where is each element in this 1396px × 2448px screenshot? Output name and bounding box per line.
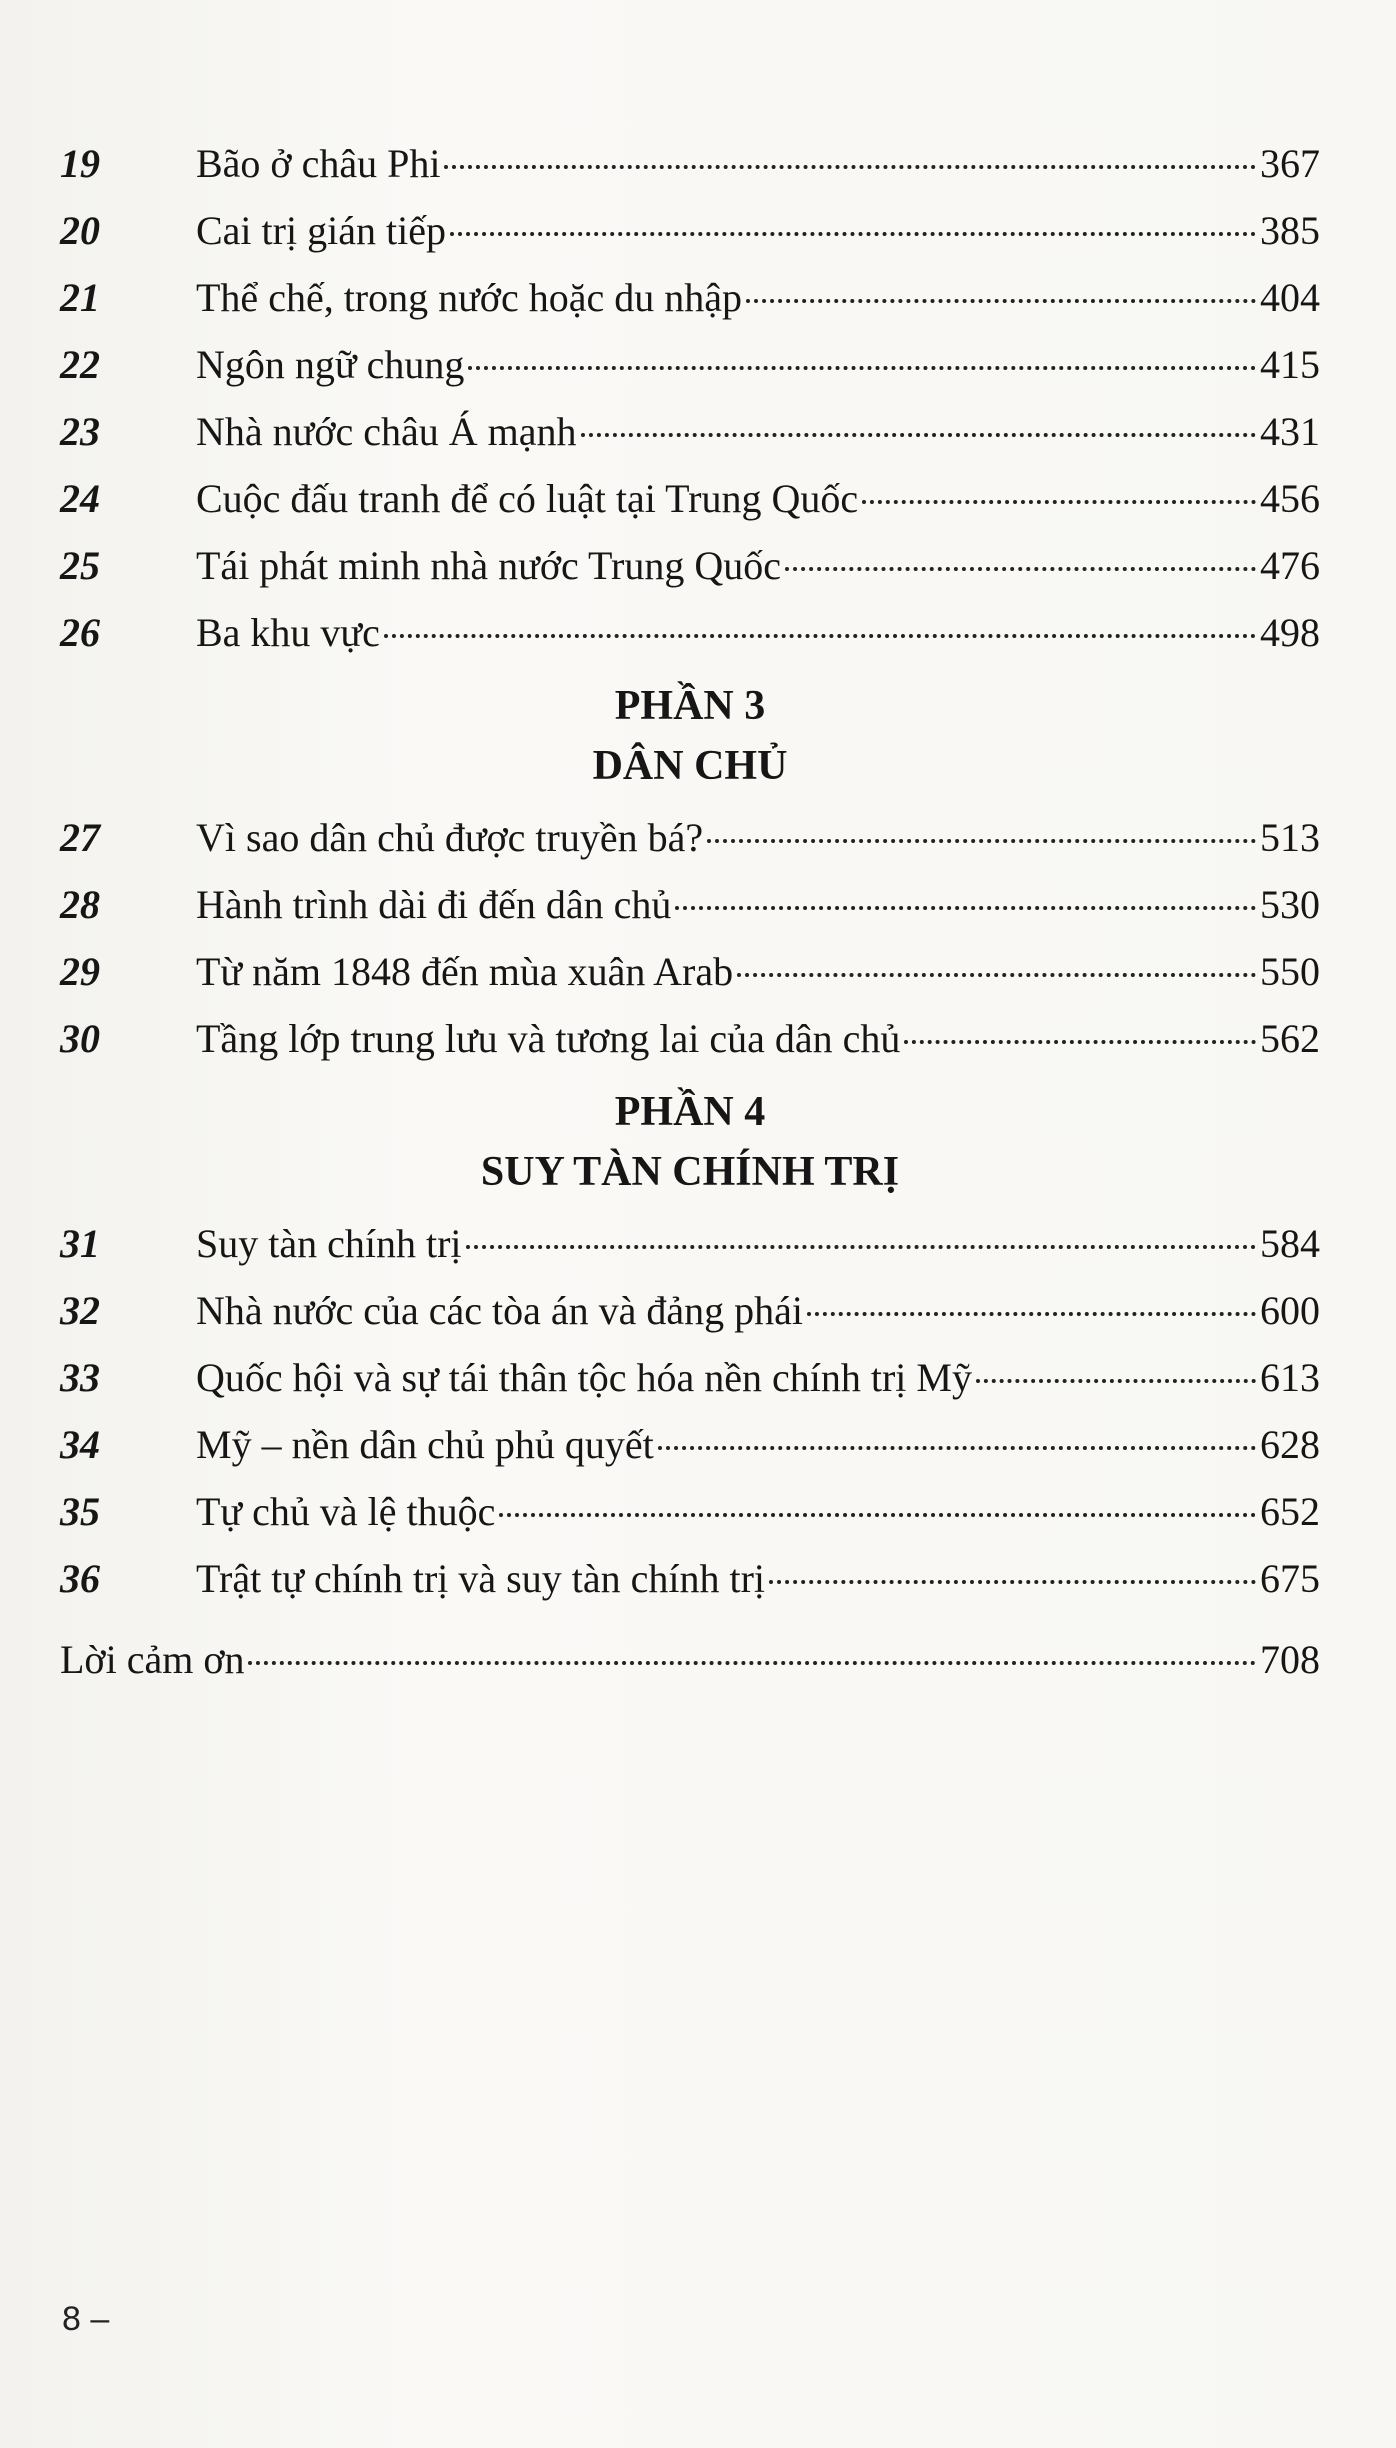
dot-leader [248, 1661, 1256, 1665]
chapter-number: 31 [60, 1221, 100, 1266]
chapter-title: Mỹ – nền dân chủ phủ quyết [196, 1422, 654, 1467]
chapter-number: 33 [60, 1355, 100, 1400]
dot-leader [444, 165, 1256, 169]
chapter-number: 35 [60, 1489, 100, 1534]
chapter-title: Từ năm 1848 đến mùa xuân Arab [196, 949, 734, 994]
chapter-number: 24 [60, 476, 100, 521]
chapter-title: Cai trị gián tiếp [196, 208, 446, 253]
chapter-page: 431 [1260, 409, 1320, 454]
dot-leader [466, 1245, 1256, 1249]
toc-entry [60, 871, 1320, 938]
chapter-title: Bão ở châu Phi [196, 141, 441, 186]
toc-entry [60, 1411, 1320, 1478]
chapter-number: 29 [60, 949, 100, 994]
chapter-page: 550 [1260, 949, 1320, 994]
dot-leader [746, 299, 1256, 303]
dot-leader [904, 1040, 1256, 1044]
chapter-title: Trật tự chính trị và suy tàn chính trị [196, 1556, 766, 1601]
chapter-page: 628 [1260, 1422, 1320, 1467]
part-name: SUY TÀN CHÍNH TRỊ [480, 1149, 900, 1195]
chapter-number: 27 [60, 815, 100, 860]
dot-leader [450, 232, 1256, 236]
chapter-page: 584 [1260, 1221, 1320, 1266]
chapter-page: 562 [1260, 1016, 1320, 1061]
dot-leader [384, 634, 1256, 638]
part-name: DÂN CHỦ [592, 743, 788, 789]
toc-entry [60, 331, 1320, 398]
chapter-number: 25 [60, 543, 100, 588]
chapter-page: 652 [1260, 1489, 1320, 1534]
chapter-page: 476 [1260, 543, 1320, 588]
chapter-number: 32 [60, 1288, 100, 1333]
chapter-page: 415 [1260, 342, 1320, 387]
toc-entry [60, 938, 1320, 1005]
dot-leader [675, 906, 1256, 910]
chapter-title: Hành trình dài đi đến dân chủ [196, 882, 672, 927]
dot-leader [658, 1446, 1256, 1450]
chapter-title: Thể chế, trong nước hoặc du nhập [196, 275, 742, 320]
toc-entry [60, 1277, 1320, 1344]
part2-tail-chapters [60, 130, 1320, 666]
chapter-page: 367 [1260, 141, 1320, 186]
chapter-page: 530 [1260, 882, 1320, 927]
chapter-page: 456 [1260, 476, 1320, 521]
part-label: PHẦN 3 [614, 683, 766, 729]
toc-entry [60, 599, 1320, 666]
chapter-page: 675 [1260, 1556, 1320, 1601]
chapter-title: Ngôn ngữ chung [196, 342, 465, 387]
dot-leader [581, 433, 1257, 437]
acknowledgements-title: Lời cảm ơn [60, 1637, 245, 1682]
dot-leader [807, 1312, 1256, 1316]
toc-entry [60, 1478, 1320, 1545]
dot-leader [468, 366, 1256, 370]
dot-leader [862, 500, 1256, 504]
chapter-page: 498 [1260, 610, 1320, 655]
acknowledgements-page: 708 [1260, 1637, 1320, 1682]
chapter-number: 22 [60, 342, 100, 387]
dot-leader [785, 567, 1256, 571]
dot-leader [707, 839, 1256, 843]
chapter-number: 19 [60, 141, 100, 186]
toc-entry [60, 532, 1320, 599]
part4-heading [60, 1082, 1320, 1202]
chapter-title: Ba khu vực [196, 610, 380, 655]
chapter-number: 26 [60, 610, 100, 655]
dot-leader [499, 1513, 1256, 1517]
part-label: PHẦN 4 [614, 1089, 766, 1135]
page-number-footer: 8 – [62, 2300, 110, 2338]
chapter-title: Suy tàn chính trị [196, 1221, 462, 1266]
part3-heading [60, 676, 1320, 796]
chapter-page: 600 [1260, 1288, 1320, 1333]
chapter-title: Nhà nước của các tòa án và đảng phái [196, 1288, 803, 1333]
toc-entry [60, 197, 1320, 264]
chapter-page: 513 [1260, 815, 1320, 860]
toc-entry [60, 1210, 1320, 1277]
toc-entry [60, 1005, 1320, 1072]
toc-entry-acknowledgements [60, 1626, 1320, 1693]
toc-entry [60, 1545, 1320, 1612]
chapter-title: Tái phát minh nhà nước Trung Quốc [196, 543, 781, 588]
chapter-number: 30 [60, 1016, 100, 1061]
chapter-number: 34 [60, 1422, 100, 1467]
table-of-contents [60, 130, 1320, 1693]
chapter-number: 28 [60, 882, 100, 927]
part4-chapters [60, 1210, 1320, 1612]
chapter-number: 23 [60, 409, 100, 454]
chapter-number: 36 [60, 1556, 100, 1601]
toc-entry [60, 264, 1320, 331]
chapter-title: Vì sao dân chủ được truyền bá? [196, 815, 704, 860]
dot-leader [769, 1580, 1256, 1584]
toc-entry [60, 804, 1320, 871]
chapter-page: 404 [1260, 275, 1320, 320]
toc-entry [60, 1344, 1320, 1411]
part3-chapters [60, 804, 1320, 1072]
dot-leader [737, 973, 1256, 977]
toc-entry [60, 398, 1320, 465]
chapter-title: Tự chủ và lệ thuộc [196, 1489, 496, 1534]
chapter-page: 385 [1260, 208, 1320, 253]
toc-entry [60, 465, 1320, 532]
chapter-title: Tầng lớp trung lưu và tương lai của dân chủ [196, 1016, 901, 1061]
chapter-page: 613 [1260, 1355, 1320, 1400]
chapter-title: Nhà nước châu Á mạnh [196, 409, 577, 454]
dot-leader [976, 1379, 1256, 1383]
toc-entry [60, 130, 1320, 197]
chapter-title: Quốc hội và sự tái thân tộc hóa nền chính trị Mỹ [196, 1355, 972, 1400]
chapter-number: 21 [60, 275, 100, 320]
chapter-number: 20 [60, 208, 100, 253]
chapter-title: Cuộc đấu tranh để có luật tại Trung Quốc [196, 476, 859, 521]
